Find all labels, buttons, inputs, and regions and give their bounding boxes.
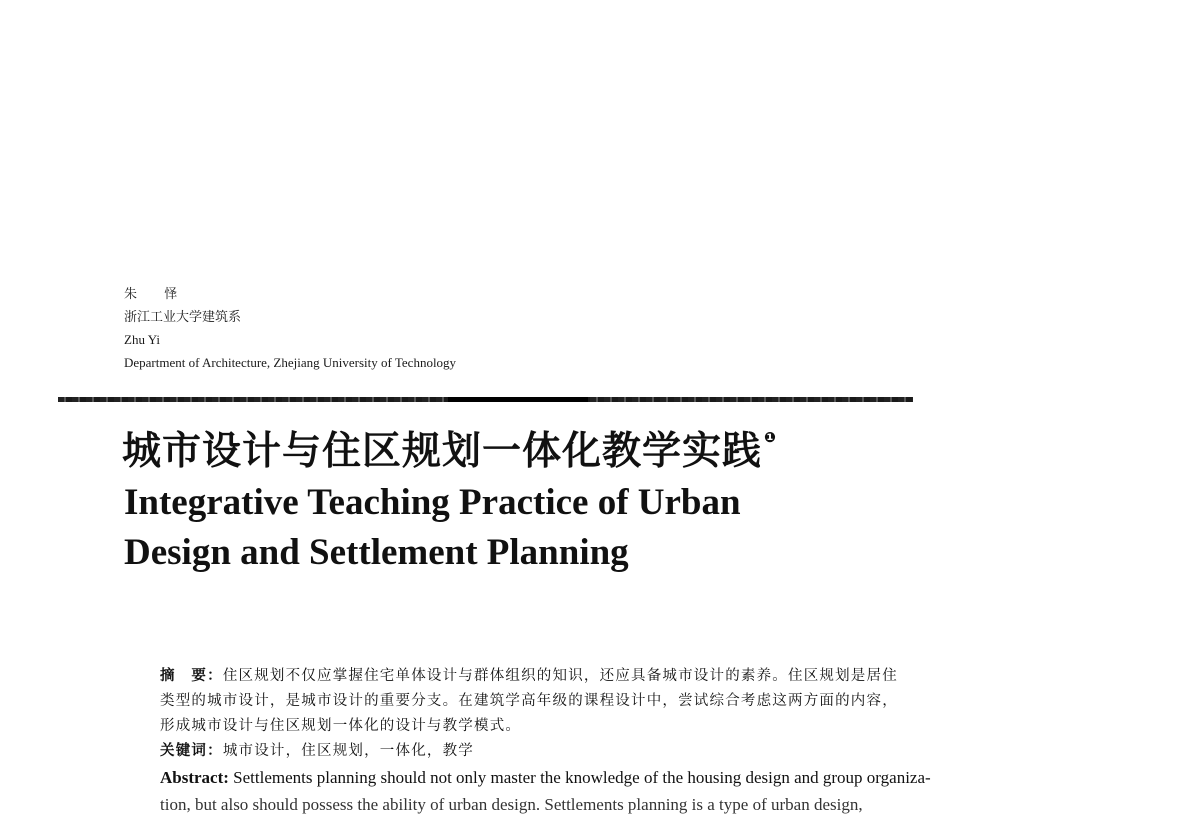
abstract-en-line-2: tion, but also should possess the ability of urban design. Settlements planning is a type of urban design, [160, 795, 863, 814]
abstract-en-text-1: Settlements planning should not only master the knowledge of the housing design and group organiza- [233, 768, 931, 787]
affiliation-cn: 浙江工业大学建筑系 [124, 309, 242, 324]
author-name-en: Zhu Yi [124, 332, 160, 347]
keywords-line [160, 739, 1060, 764]
title-footnote-mark: ❶ [764, 430, 777, 446]
header-rule [58, 397, 913, 402]
affiliation-en: Department of Architecture, Zhejiang University of Technology [124, 355, 457, 370]
keywords-label: 关键词： [160, 743, 223, 759]
abstract-cn-line-3: 形成城市设计与住区规划一体化的设计与教学模式。 [160, 718, 522, 734]
abstract-en-line-1 [160, 764, 1060, 791]
author-block [124, 282, 456, 374]
abstract-cn-line-2: 类型的城市设计，是城市设计的重要分支。在建筑学高年级的课程设计中，尝试综合考虑这两方面的内容， [160, 693, 898, 709]
title-en-line-1: Integrative Teaching Practice of Urban [124, 482, 741, 523]
abstract-cn-label: 摘 要： [160, 668, 223, 684]
abstract-cn-text-1: 住区规划不仅应掌握住宅单体设计与群体组织的知识，还应具备城市设计的素养。住区规划是居住 [222, 668, 898, 684]
title-en-line-2: Design and Settlement Planning [124, 532, 629, 573]
title-cn-text: 城市设计与住区规划一体化教学实践 [122, 429, 763, 474]
abstract-cn-line-1 [160, 664, 1060, 689]
title-en [124, 478, 741, 578]
abstract-en-label: Abstract: [160, 768, 229, 787]
author-name-cn: 朱 怿 [124, 286, 190, 301]
title-cn [122, 420, 777, 476]
abstract-block [160, 664, 1060, 814]
keywords-text: 城市设计，住区规划，一体化，教学 [222, 743, 475, 759]
